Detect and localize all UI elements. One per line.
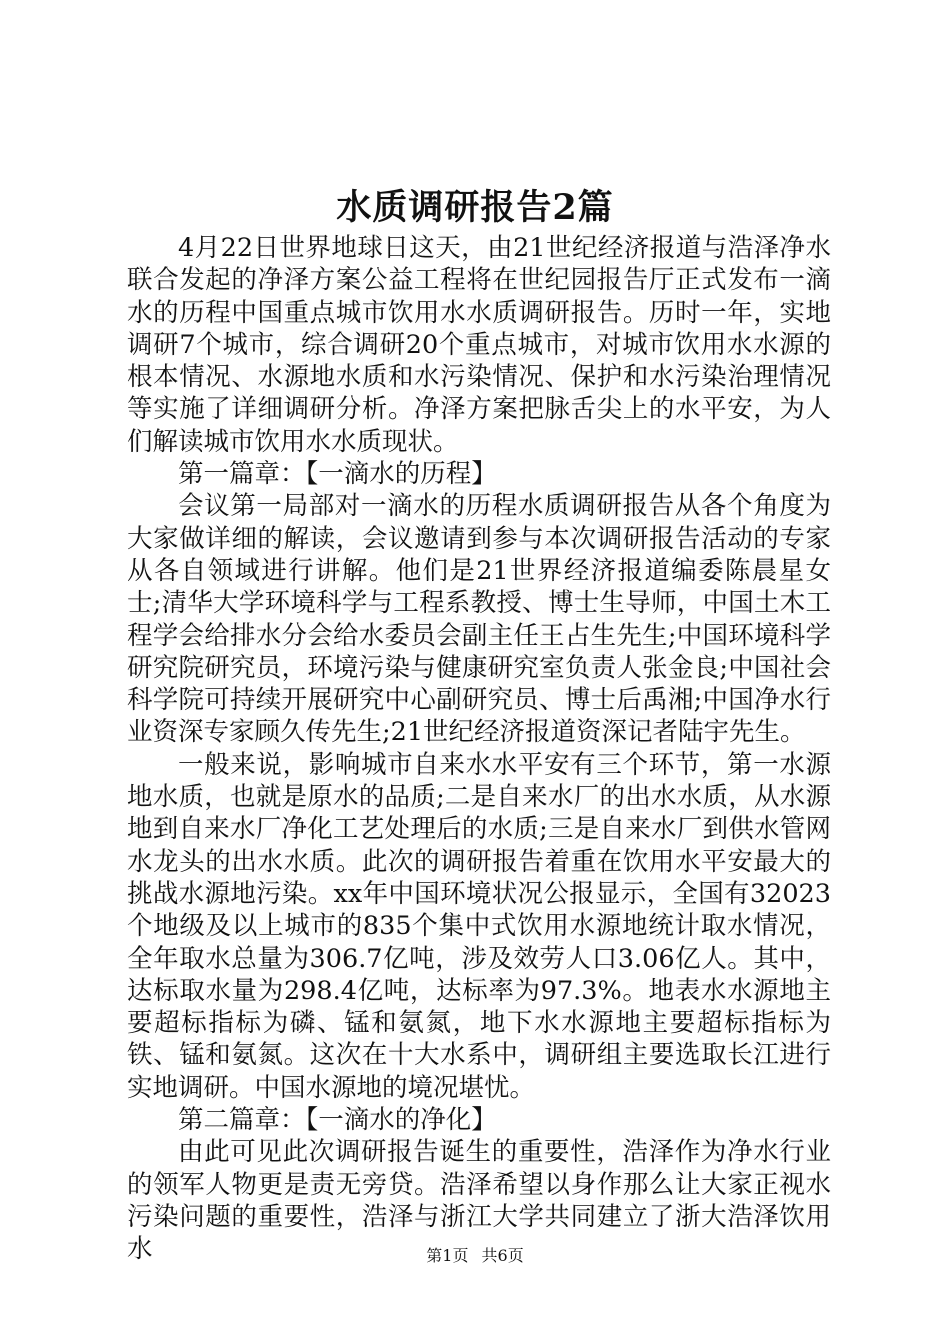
chapter-heading-2: 第二篇章：【一滴水的净化】 [178,1105,497,1136]
paragraph-purification: 由此可见此次调研报告诞生的重要性，浩泽作为净水行业的领军人物更是责无旁贷。浩泽希望以身作那么让大家正视水污染问题的重要性，浩泽与浙江大学共同建立了浙大浩泽饮用水 [127,1137,831,1265]
page-number: 第1页 [426,1246,469,1265]
chapter-heading-1: 第一篇章：【一滴水的历程】 [178,459,497,490]
page-total: 共6页 [481,1246,524,1265]
paragraph-intro: 4月22日世界地球日这天，由21世纪经济报道与浩泽净水联合发起的净泽方案公益工程将在世纪园报告厅正式发布一滴水的历程中国重点城市饮用水水质调研报告。历时一年，实地调研7个城市，综合调研20个重点城市，对城市饮用水水源的根本情况、水源地水质和水污染情况、保护和水污染治理情况等实施了详细调研分析。净泽方案把脉舌尖上的水平安，为人们解读城市饮用水水质现状。 [127,233,831,457]
page-footer [0,1245,950,1267]
document-body [127,232,831,1266]
paragraph-experts: 会议第一局部对一滴水的历程水质调研报告从各个角度为大家做详细的解读，会议邀请到参与本次调研报告活动的专家从各自领域进行讲解。他们是21世界经济报道编委陈晨星女士;清华大学环境科学与工程系教授、博士生导师，中国土木工程学会给排水分会给水委员会副主任王占生先生;中国环境科学研究院研究员，环境污染与健康研究室负责人张金良;中国社会科学院可持续开展研究中心副研究员、博士后禹湘;中国净水行业资深专家顾久传先生;21世纪经济报道资深记者陆宇先生。 [127,491,831,748]
document-title: 水质调研报告2篇 [336,187,614,228]
paragraph-water-safety: 一般来说，影响城市自来水水平安有三个环节，第一水源地水质，也就是原水的品质;二是自来水厂的出水水质，从水源地到自来水厂净化工艺处理后的水质;三是自来水厂到供水管网水龙头的出水水质。此次的调研报告着重在饮用水平安最大的挑战水源地污染。xx年中国环境状况公报显示，全国有32023个地级及以上城市的835个集中式饮用水源地统计取水情况，全年取水总量为306.7亿吨，涉及效劳人口3.06亿人。其中，达标取水量为298.4亿吨，达标率为97.3%。地表水水源地主要超标指标为磷、锰和氨氮，地下水水源地主要超标指标为铁、锰和氨氮。这次在十大水系中，调研组主要选取长江进行实地调研。中国水源地的境况堪忧。 [127,749,831,1103]
